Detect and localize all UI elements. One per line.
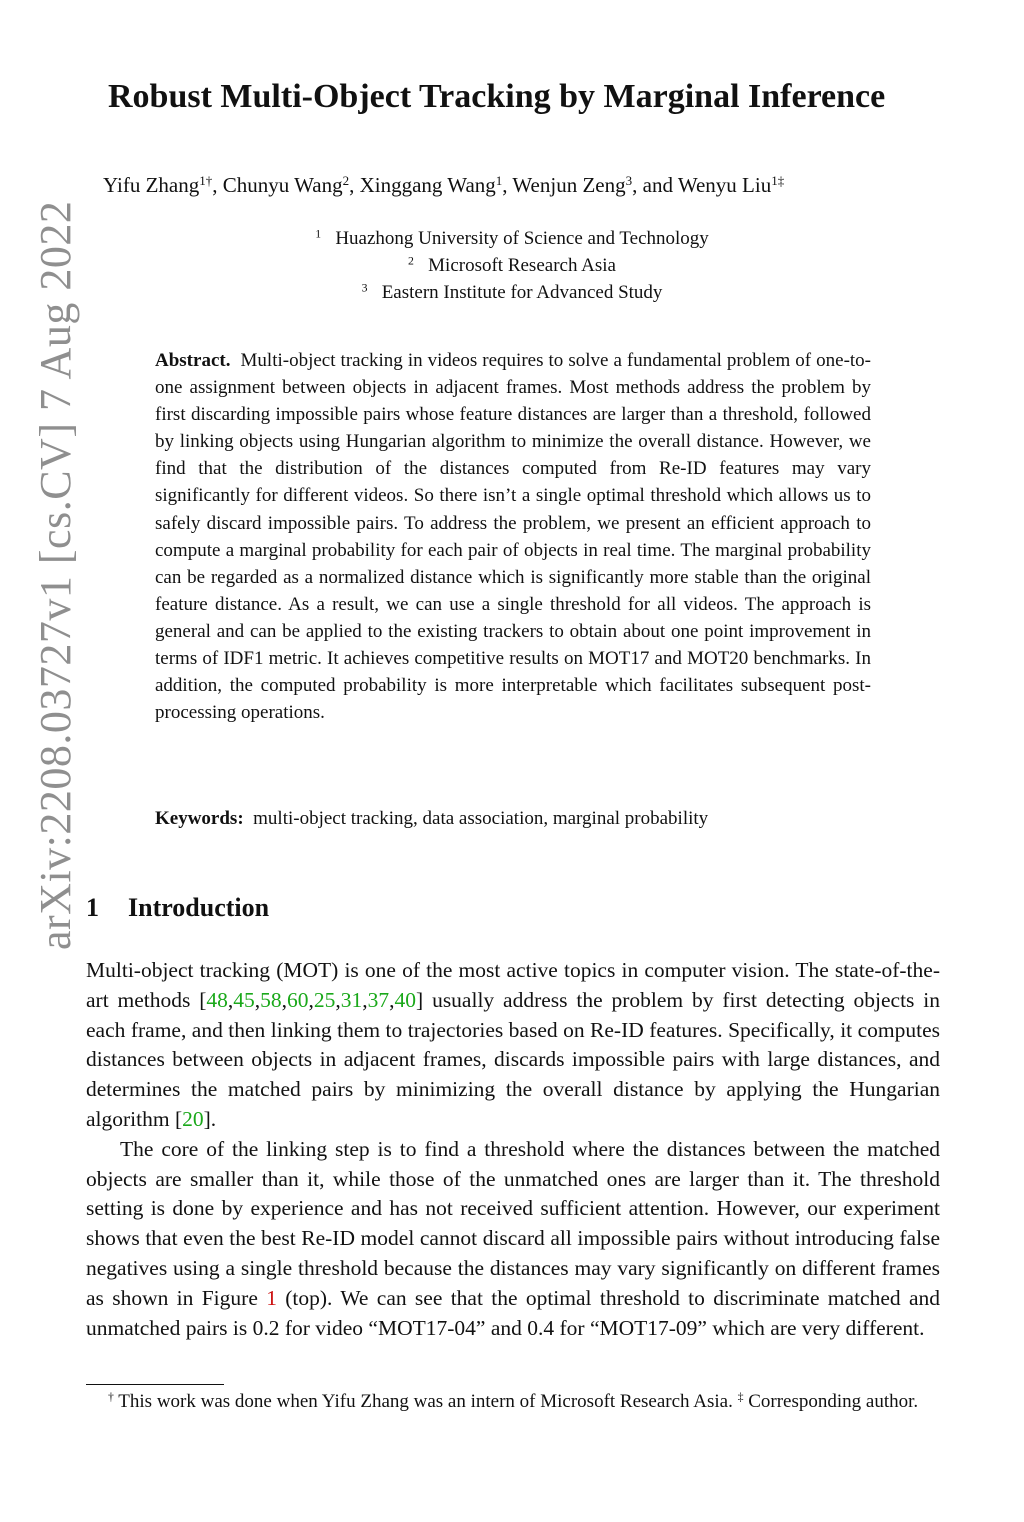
citation-link[interactable]: 45 [233,987,255,1012]
footnote [108,1389,940,1415]
paper-title: Robust Multi-Object Tracking by Marginal Inference [108,78,886,115]
citation-link[interactable]: 40 [394,987,417,1012]
figure-reference-link[interactable]: 1 [266,1285,277,1310]
author-affil-marker: 1† [199,172,213,188]
affiliation-number: 3 [361,281,368,295]
author-affil-marker: 1‡ [771,172,785,188]
author-list [103,173,784,198]
paragraph [86,1135,940,1344]
author-name: Xinggang Wang [359,173,496,197]
arxiv-identifier: arXiv:2208.03727v1 [cs.CV] 7 Aug 2022 [31,200,80,950]
affiliation-number: 2 [408,254,414,268]
author-separator: , [502,173,513,197]
paragraph-text: for “MOT17-09” which are very different. [554,1315,925,1340]
paragraph-text: ] usually address the problem by first detecting objects in each frame, and then linking them to trajectories based on Re-ID features. Specifically, it computes distances between objects in adjacent frames, discards impossible pairs with large distances, and determines the matched pairs by minimizing the overall distance by applying the Hungarian algorithm [ [86,987,940,1131]
footnote-text: Corresponding author. [743,1391,919,1412]
abstract [155,347,871,726]
paragraph-text: (top). We can see that the optimal threshold to discriminate matched and unmatched pairs is [86,1285,940,1340]
section-heading [86,893,269,923]
citation-link[interactable]: 60 [287,987,309,1012]
affiliation-name: Eastern Institute for Advanced Study [381,282,663,303]
footnote-mark: ‡ [737,1390,744,1404]
citation-link[interactable]: 25 [313,987,336,1012]
author-affil-marker: 1 [495,172,503,188]
section-title: Introduction [128,893,270,922]
affiliation-list [0,225,1024,306]
footnote-divider [86,1384,224,1385]
author-name: Yifu Zhang [103,173,200,197]
author-separator: , [349,173,360,197]
threshold-value: 0.2 [252,1315,280,1340]
citation-link[interactable]: 37 [367,987,390,1012]
author-separator: , [212,173,223,197]
affiliation-item [0,279,1024,306]
author-name: Wenyu Liu [677,173,772,197]
body-text [86,956,940,1343]
paragraph-text: Multi-object tracking (MOT) is one of the most active topics in computer vision. The state-of-the-art methods [ [86,958,940,1012]
threshold-value: 0.4 [527,1315,555,1340]
citation-link[interactable]: 31 [340,987,363,1012]
keywords-text: multi-object tracking, data association, marginal probability [253,808,709,829]
author-affil-marker: 3 [625,172,633,188]
abstract-label: Abstract. [155,350,231,371]
citation-link[interactable]: 20 [182,1106,204,1131]
paragraph-text: The core of the linking step is to find a threshold where the distances between the matched objects are smaller than it, while those of the unmatched ones are larger than it. The threshold setting is done by experience and has not received sufficient attention. However, our experiment shows that even the best Re-ID model cannot discard all impossible pairs without introducing false negatives using a single threshold because the distances may vary significantly on different frames as shown in Figure [86,1136,940,1310]
abstract-text: Multi-object tracking in videos requires to solve a fundamental problem of one-to-one assignment between objects in adjacent frames. Most methods address the problem by first discarding impossible pairs whose feature distances are larger than a threshold, followed by linking objects using Hungarian algorithm to minimize the overall distance. However, we find that the distribution of the distances computed from Re-ID features may vary significantly for different videos. So there isn’t a single optimal threshold which allows us to safely discard impossible pairs. To address the problem, we present an efficient approach to compute a marginal probability for each pair of objects in real time. The marginal probability can be regarded as a normalized distance which is significantly more stable than the original feature distance. As a result, we can use a single threshold for all videos. The approach is general and can be applied to the existing trackers to obtain about one point improvement in terms of IDF1 metric. It achieves competitive results on MOT17 and MOT20 benchmarks. In addition, the computed probability is more interpretable which facilitates subsequent post-processing operations. [155,350,872,724]
author-separator: , and [632,173,678,197]
affiliation-number: 1 [315,227,322,241]
footnote-mark: † [108,1390,114,1404]
keywords [155,808,871,830]
keywords-label: Keywords: [155,808,244,829]
affiliation-name: Microsoft Research Asia [428,255,616,276]
section-number: 1 [86,893,99,922]
author-name: Chunyu Wang [222,173,343,197]
paragraph-text: ]. [203,1106,217,1131]
affiliation-item [0,252,1024,279]
paragraph: Multi-object tracking (MOT) is one of the most active topics in computer vision. The state-of-the-art methods [48,45,58,60,25,31,37,40] usually address the problem by first detecting objects in each frame, and then linking them to trajectories based on Re-ID features. Specifically, it computes distances between objects in adjacent frames, discards impossible pairs with large distances, and determines the matched pairs by minimizing the overall distance by applying the Hungarian algorithm [20]. [86,958,940,1131]
citation-link[interactable]: 48 [206,987,228,1012]
citation-link[interactable]: 58 [260,987,282,1012]
affiliation-item [0,225,1024,252]
author-name: Wenjun Zeng [512,173,626,197]
affiliation-name: Huazhong University of Science and Technology [335,228,709,249]
footnote-text: This work was done when Yifu Zhang was an intern of Microsoft Research Asia. [113,1391,738,1412]
paragraph-text: for video “MOT17-04” and [279,1315,528,1340]
author-affil-marker: 2 [342,172,350,188]
